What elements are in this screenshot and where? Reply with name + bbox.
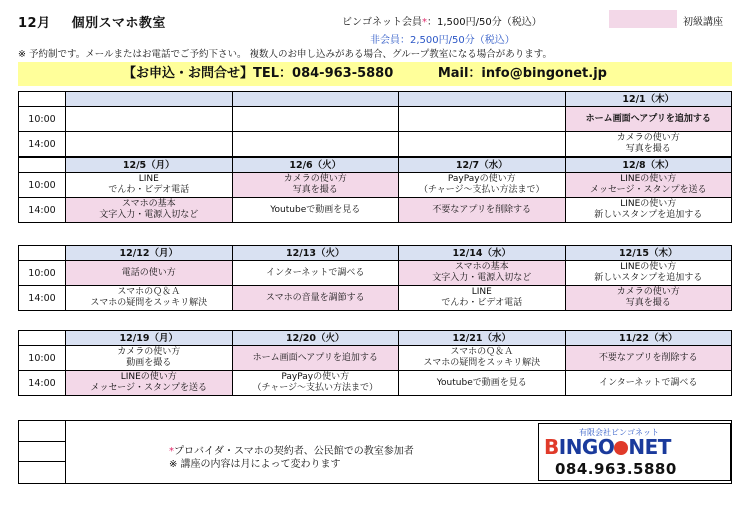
course-line: LINE	[138, 174, 159, 184]
course-cell[interactable]	[66, 198, 233, 223]
course-line: スマホのＱ＆Ａ	[117, 287, 181, 297]
course-line: PayPayの使い方	[447, 174, 516, 184]
course-line: インターネットで調べる	[599, 377, 698, 388]
course-cell[interactable]	[66, 371, 233, 396]
time-header-cell	[19, 246, 66, 261]
course-line: ホーム画面へアプリを追加する	[585, 113, 711, 124]
course-line: 写真を撮る	[625, 298, 671, 308]
course-line: ホーム画面へアプリを追加する	[252, 352, 378, 363]
date-cell	[66, 92, 233, 107]
time-cell: 10:00	[19, 173, 66, 198]
course-cell[interactable]	[66, 261, 233, 286]
date-cell: 11/22（木）	[565, 331, 732, 346]
course-cell[interactable]	[565, 346, 732, 371]
date-cell: 12/20（火）	[232, 331, 399, 346]
course-cell[interactable]	[565, 107, 732, 132]
logo-company: 有限会社ビンゴネット	[579, 428, 659, 437]
time-cell: 14:00	[19, 286, 66, 311]
course-line: メッセージ・スタンプを送る	[590, 185, 707, 195]
footer-time-column	[19, 421, 66, 483]
course-line: 不要なアプリを削除する	[598, 352, 698, 363]
course-cell[interactable]	[232, 286, 399, 311]
time-cell: 14:00	[19, 371, 66, 396]
course-line: PayPayの使い方	[281, 372, 350, 382]
course-line: 新しいスタンプを追加する	[594, 210, 703, 220]
session-row	[19, 132, 732, 157]
time-header-cell	[19, 92, 66, 107]
week-table	[18, 245, 732, 311]
time-header-cell	[19, 331, 66, 346]
date-cell: 12/8（木）	[565, 158, 732, 173]
footer-box	[18, 420, 732, 484]
date-cell: 12/21（水）	[399, 331, 566, 346]
session-row	[19, 107, 732, 132]
course-cell[interactable]	[66, 286, 233, 311]
course-line: スマホのＱ＆Ａ	[450, 347, 514, 357]
date-cell: 12/7（水）	[399, 158, 566, 173]
logo-dot-icon	[614, 441, 628, 455]
footer-notes	[169, 445, 414, 471]
course-line: メッセージ・スタンプを送る	[90, 383, 207, 393]
course-line: LINEの使い方	[620, 174, 677, 184]
course-line: カメラの使い方	[117, 347, 181, 357]
time-header-cell	[19, 158, 66, 173]
course-line: カメラの使い方	[616, 287, 680, 297]
course-line: スマホの音量を調節する	[265, 292, 365, 303]
session-row	[19, 173, 732, 198]
course-line: カメラの使い方	[283, 174, 347, 184]
session-row	[19, 371, 732, 396]
course-line: スマホの基本	[121, 199, 176, 209]
course-line: 電話の使い方	[121, 267, 176, 278]
course-line: カメラの使い方	[616, 133, 680, 143]
date-header-row	[19, 246, 732, 261]
date-header-row	[19, 158, 732, 173]
course-line: でんわ・ビデオ電話	[108, 185, 190, 195]
course-cell[interactable]	[399, 346, 566, 371]
contact-banner	[18, 62, 732, 86]
course-line: LINE	[471, 287, 492, 297]
course-line: LINEの使い方	[620, 262, 677, 272]
course-cell[interactable]	[232, 198, 399, 223]
bingonet-logo	[538, 423, 731, 481]
beginner-legend-swatch	[609, 10, 677, 28]
empty-cell	[232, 107, 399, 132]
date-cell: 12/15（木）	[565, 246, 732, 261]
course-line: LINEの使い方	[620, 199, 677, 209]
reservation-note: ※ 予約制です。メールまたはお電話でご予約下さい。 複数人のお申し込みがある場合、グループ教室になる場合があります。	[18, 49, 553, 60]
session-row	[19, 261, 732, 286]
course-line: 文字入力・電源入切など	[99, 210, 199, 220]
course-cell[interactable]	[232, 346, 399, 371]
course-cell[interactable]	[565, 132, 732, 157]
course-line: 新しいスタンプを追加する	[594, 273, 703, 283]
date-header-row	[19, 331, 732, 346]
course-line: 文字入力・電源入切など	[432, 273, 532, 283]
course-line: スマホの疑問をスッキリ解決	[90, 298, 208, 308]
course-cell[interactable]	[399, 198, 566, 223]
contact-tel[interactable]: 【お申込・お問合せ】TEL：084-963-5880	[123, 66, 394, 81]
class-title: 個別スマホ教室	[71, 16, 166, 31]
logo-wordmark: BINGO NET	[544, 435, 671, 459]
page-title	[18, 12, 166, 31]
course-cell[interactable]	[399, 286, 566, 311]
course-line: インターネットで調べる	[266, 267, 365, 278]
course-line: Youtubeで動画を見る	[436, 377, 527, 388]
course-line: スマホの基本	[454, 262, 509, 272]
time-cell: 14:00	[19, 198, 66, 223]
course-cell[interactable]	[565, 286, 732, 311]
logo-phone[interactable]: 084.963.5880	[555, 460, 677, 478]
course-line: 不要なアプリを削除する	[432, 204, 532, 215]
course-line: （チャージ～支払い方法まで）	[252, 383, 379, 393]
date-cell: 12/19（月）	[66, 331, 233, 346]
empty-cell	[66, 107, 233, 132]
empty-cell	[399, 107, 566, 132]
course-cell[interactable]	[565, 371, 732, 396]
course-line: 写真を撮る	[292, 185, 338, 195]
date-cell: 12/1（木）	[565, 92, 732, 107]
course-cell[interactable]	[565, 198, 732, 223]
course-cell[interactable]	[399, 261, 566, 286]
course-cell[interactable]	[565, 261, 732, 286]
empty-cell	[399, 132, 566, 157]
time-cell: 10:00	[19, 261, 66, 286]
course-line: 動画を撮る	[126, 358, 172, 368]
date-cell	[399, 92, 566, 107]
date-header-row	[19, 92, 732, 107]
date-cell: 12/14（水）	[399, 246, 566, 261]
week-table	[18, 330, 732, 396]
session-row	[19, 286, 732, 311]
time-cell: 10:00	[19, 107, 66, 132]
nonmember-price: 非会員：2,500円/50分（税込）	[370, 35, 515, 46]
month-label: 12月	[18, 16, 51, 31]
course-cell[interactable]	[565, 173, 732, 198]
course-line: 写真を撮る	[625, 144, 671, 154]
course-line: スマホの疑問をスッキリ解決	[423, 358, 541, 368]
course-cell[interactable]	[66, 173, 233, 198]
date-cell: 12/13（火）	[232, 246, 399, 261]
course-cell[interactable]	[399, 371, 566, 396]
beginner-legend-label: 初級講座	[683, 17, 723, 28]
session-row	[19, 198, 732, 223]
contact-mail[interactable]: Mail：info@bingonet.jp	[437, 66, 607, 81]
date-cell: 12/6（火）	[232, 158, 399, 173]
week-table	[18, 91, 732, 157]
course-cell[interactable]	[232, 261, 399, 286]
member-price: ビンゴネット会員*：1,500円/50分（税込）	[342, 17, 542, 28]
course-cell[interactable]	[232, 173, 399, 198]
week-table	[18, 157, 732, 223]
date-cell: 12/12（月）	[66, 246, 233, 261]
course-cell[interactable]	[232, 371, 399, 396]
course-line: LINEの使い方	[120, 372, 177, 382]
time-cell: 14:00	[19, 132, 66, 157]
footer-note-1: *プロバイダ・スマホの契約者、公民館での教室参加者	[169, 446, 414, 457]
date-cell	[232, 92, 399, 107]
session-row	[19, 346, 732, 371]
course-line: Youtubeで動画を見る	[270, 204, 361, 215]
time-cell: 10:00	[19, 346, 66, 371]
course-line: でんわ・ビデオ電話	[441, 298, 523, 308]
empty-cell	[232, 132, 399, 157]
course-line: （チャージ～支払い方法まで）	[418, 185, 545, 195]
date-cell: 12/5（月）	[66, 158, 233, 173]
course-cell[interactable]	[399, 173, 566, 198]
footer-note-2: ※ 講座の内容は月によって変わります	[169, 459, 341, 470]
course-cell[interactable]	[66, 346, 233, 371]
empty-cell	[66, 132, 233, 157]
